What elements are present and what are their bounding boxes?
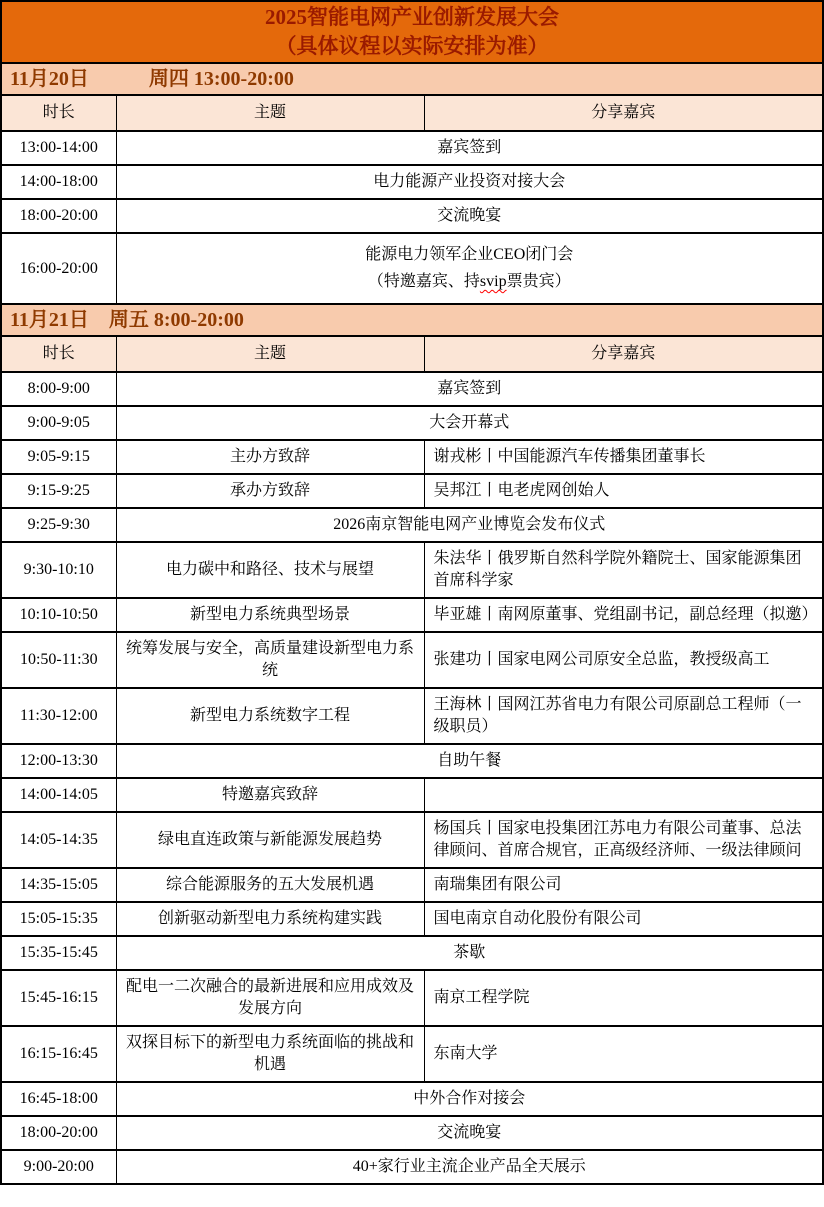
column-header-1: 主题: [116, 336, 424, 372]
agenda-row: [1, 199, 823, 233]
column-header-2: 分享嘉宾: [424, 336, 823, 372]
time-cell: 16:15-16:45: [1, 1026, 116, 1082]
time-cell: 15:05-15:35: [1, 902, 116, 936]
speaker-cell: 吴邦江丨电老虎网创始人: [424, 474, 823, 508]
speaker-cell: 南京工程学院: [424, 970, 823, 1026]
topic-cell: 创新驱动新型电力系统构建实践: [116, 902, 424, 936]
time-cell: 9:25-9:30: [1, 508, 116, 542]
topic-cell: 绿电直连政策与新能源发展趋势: [116, 812, 424, 868]
speaker-cell: 毕亚雄丨南网原董事、党组副书记，副总经理（拟邀）: [424, 598, 823, 632]
date-band-row-1: [1, 304, 823, 336]
agenda-row: [1, 970, 823, 1026]
merged-topic-line: 能源电力领军企业CEO闭门会: [365, 246, 574, 263]
speaker-cell: 杨国兵丨国家电投集团江苏电力有限公司董事、总法律顾问、首席合规官，正高级经济师、一级法律顾问: [424, 812, 823, 868]
agenda-row: [1, 1150, 823, 1184]
topic-cell: 统筹发展与安全，高质量建设新型电力系统: [116, 632, 424, 688]
agenda-row: [1, 542, 823, 598]
merged-topic-cell: 40+家行业主流企业产品全天展示: [116, 1150, 823, 1184]
merged-topic-cell: [116, 233, 823, 304]
merged-topic-cell: 交流晚宴: [116, 199, 823, 233]
time-cell: 16:00-20:00: [1, 233, 116, 304]
agenda-row: [1, 1116, 823, 1150]
time-cell: 16:45-18:00: [1, 1082, 116, 1116]
merged-topic-cell: 交流晚宴: [116, 1116, 823, 1150]
agenda-row: [1, 868, 823, 902]
topic-cell: 电力碳中和路径、技术与展望: [116, 542, 424, 598]
merged-topic-cell: 嘉宾签到: [116, 372, 823, 406]
time-cell: 8:00-9:00: [1, 372, 116, 406]
agenda-body: [1, 1, 823, 1184]
time-cell: 12:00-13:30: [1, 744, 116, 778]
agenda-row: [1, 406, 823, 440]
time-cell: 9:30-10:10: [1, 542, 116, 598]
time-cell: 14:05-14:35: [1, 812, 116, 868]
speaker-cell: 张建功丨国家电网公司原安全总监，教授级高工: [424, 632, 823, 688]
agenda-row: [1, 474, 823, 508]
agenda-row: [1, 165, 823, 199]
agenda-row: [1, 508, 823, 542]
date-band-label: 11月21日 周五 8:00-20:00: [1, 304, 823, 336]
speaker-cell: 东南大学: [424, 1026, 823, 1082]
time-cell: 9:05-9:15: [1, 440, 116, 474]
agenda-row: [1, 812, 823, 868]
column-header-row-1: [1, 336, 823, 372]
agenda-row: [1, 372, 823, 406]
topic-cell: 新型电力系统数字工程: [116, 688, 424, 744]
merged-topic-line: （特邀嘉宾、持svip票贵宾）: [367, 273, 571, 290]
date-band-row-0: [1, 63, 823, 95]
time-cell: 15:45-16:15: [1, 970, 116, 1026]
agenda-row: [1, 778, 823, 812]
topic-cell: 主办方致辞: [116, 440, 424, 474]
spellcheck-word: svip: [479, 273, 507, 290]
agenda-row: [1, 440, 823, 474]
merged-topic-cell: 嘉宾签到: [116, 131, 823, 165]
time-cell: 18:00-20:00: [1, 1116, 116, 1150]
conference-subtitle: （具体议程以实际安排为准）: [275, 34, 549, 58]
agenda-row: [1, 632, 823, 688]
agenda-row: [1, 131, 823, 165]
agenda-row: [1, 744, 823, 778]
agenda-row: [1, 688, 823, 744]
time-cell: 14:00-14:05: [1, 778, 116, 812]
speaker-cell: 朱法华丨俄罗斯自然科学院外籍院士、国家能源集团首席科学家: [424, 542, 823, 598]
topic-cell: 承办方致辞: [116, 474, 424, 508]
merged-topic-cell: 茶歇: [116, 936, 823, 970]
agenda-row: [1, 598, 823, 632]
column-header-0: 时长: [1, 336, 116, 372]
time-cell: 9:00-20:00: [1, 1150, 116, 1184]
speaker-cell: 王海林丨国网江苏省电力有限公司原副总工程师（一级职员）: [424, 688, 823, 744]
conference-title: 2025智能电网产业创新发展大会: [265, 5, 560, 29]
time-cell: 11:30-12:00: [1, 688, 116, 744]
speaker-cell: 谢戎彬丨中国能源汽车传播集团董事长: [424, 440, 823, 474]
time-cell: 10:10-10:50: [1, 598, 116, 632]
column-header-1: 主题: [116, 95, 424, 131]
time-cell: 15:35-15:45: [1, 936, 116, 970]
speaker-cell: 南瑞集团有限公司: [424, 868, 823, 902]
topic-cell: 新型电力系统典型场景: [116, 598, 424, 632]
time-cell: 14:35-15:05: [1, 868, 116, 902]
topic-cell: 特邀嘉宾致辞: [116, 778, 424, 812]
banner-row: [1, 1, 823, 63]
column-header-2: 分享嘉宾: [424, 95, 823, 131]
speaker-cell: 国电南京自动化股份有限公司: [424, 902, 823, 936]
time-cell: 9:15-9:25: [1, 474, 116, 508]
merged-topic-cell: 2026南京智能电网产业博览会发布仪式: [116, 508, 823, 542]
merged-topic-cell: 中外合作对接会: [116, 1082, 823, 1116]
agenda-row: [1, 1026, 823, 1082]
time-cell: 14:00-18:00: [1, 165, 116, 199]
topic-cell: 双探目标下的新型电力系统面临的挑战和机遇: [116, 1026, 424, 1082]
speaker-cell: [424, 778, 823, 812]
topic-cell: 配电一二次融合的最新进展和应用成效及发展方向: [116, 970, 424, 1026]
topic-cell: 综合能源服务的五大发展机遇: [116, 868, 424, 902]
time-cell: 10:50-11:30: [1, 632, 116, 688]
conference-banner: [1, 1, 823, 63]
merged-topic-cell: 电力能源产业投资对接大会: [116, 165, 823, 199]
agenda-row: [1, 902, 823, 936]
agenda-row: [1, 1082, 823, 1116]
merged-topic-cell: 大会开幕式: [116, 406, 823, 440]
time-cell: 9:00-9:05: [1, 406, 116, 440]
time-cell: 18:00-20:00: [1, 199, 116, 233]
merged-topic-cell: 自助午餐: [116, 744, 823, 778]
time-cell: 13:00-14:00: [1, 131, 116, 165]
date-band-label: 11月20日 周四 13:00-20:00: [1, 63, 823, 95]
column-header-0: 时长: [1, 95, 116, 131]
agenda-row: [1, 936, 823, 970]
agenda-row: [1, 233, 823, 304]
column-header-row-0: [1, 95, 823, 131]
